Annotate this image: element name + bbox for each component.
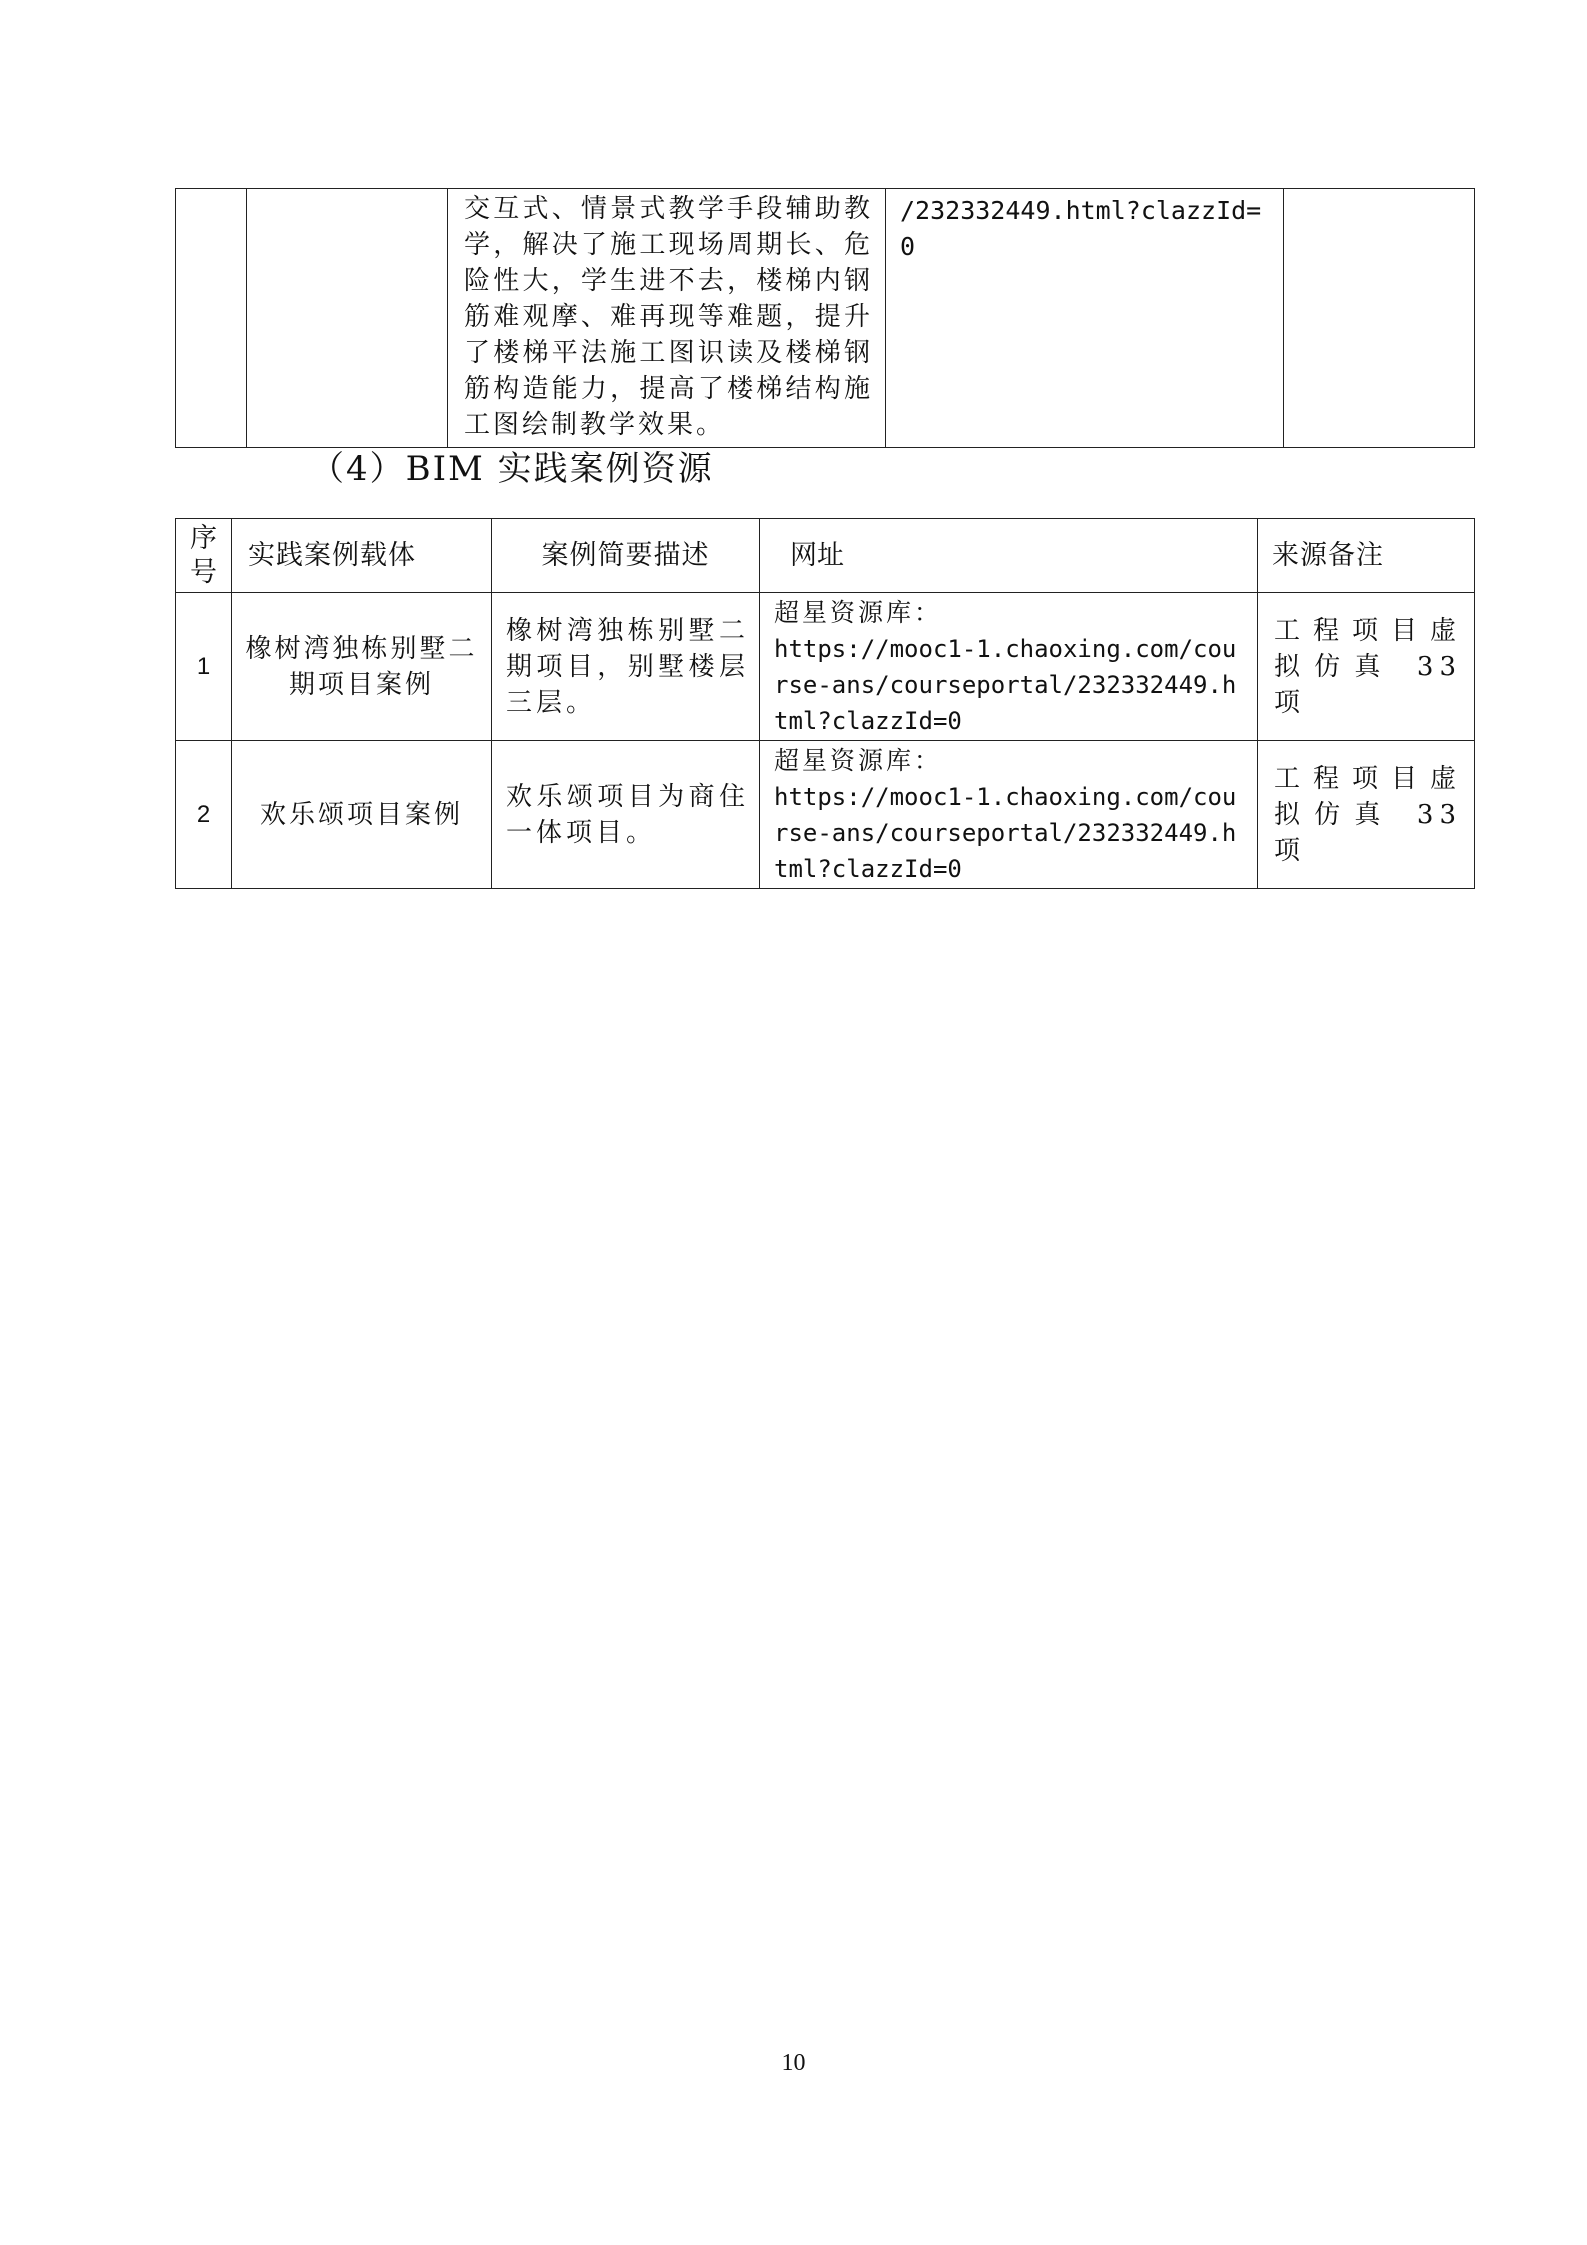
table-row <box>176 189 1475 448</box>
row-url-link[interactable]: https://mooc1-1.chaoxing.com/course-ans/courseportal/232332449.html?clazzId=0 <box>774 634 1237 735</box>
row-url-cell <box>760 741 1258 889</box>
header-seq <box>176 519 232 593</box>
empty-cell <box>247 189 448 448</box>
row-description: 欢乐颂项目为商住一体项目。 <box>492 741 760 889</box>
row-source: 工程项目虚拟仿真 33 项 <box>1258 741 1475 889</box>
header-seq-label: 序号 <box>190 522 217 588</box>
table-header-row <box>176 519 1475 593</box>
section-heading: （4）BIM 实践案例资源 <box>310 449 714 489</box>
table-row <box>176 593 1475 741</box>
empty-cell <box>176 189 247 448</box>
row-description: 橡树湾独栋别墅二期项目，别墅楼层三层。 <box>492 593 760 741</box>
header-url: 网址 <box>760 519 1258 593</box>
row-carrier: 欢乐颂项目案例 <box>232 741 492 889</box>
header-source: 来源备注 <box>1258 519 1475 593</box>
row-url-cell <box>760 593 1258 741</box>
row-seq: 2 <box>176 741 232 889</box>
row-url-label: 超星资源库： <box>774 745 943 775</box>
page-number: 10 <box>781 2050 806 2076</box>
bim-case-table <box>175 518 1475 889</box>
empty-cell <box>1284 189 1475 448</box>
continuation-description: 交互式、情景式教学手段辅助教学，解决了施工现场周期长、危险性大，学生进不去，楼梯内钢筋难观摩、难再现等难题，提升了楼梯平法施工图识读及楼梯钢筋构造能力，提高了楼梯结构施工图绘制教学效果。 <box>448 189 886 448</box>
continuation-table <box>175 188 1475 448</box>
row-source: 工程项目虚拟仿真 33 项 <box>1258 593 1475 741</box>
row-url-label: 超星资源库： <box>774 597 943 627</box>
header-description: 案例简要描述 <box>492 519 760 593</box>
row-url-link[interactable]: https://mooc1-1.chaoxing.com/course-ans/courseportal/232332449.html?clazzId=0 <box>774 782 1237 883</box>
header-carrier: 实践案例载体 <box>232 519 492 593</box>
row-carrier: 橡树湾独栋别墅二期项目案例 <box>232 593 492 741</box>
row-seq: 1 <box>176 593 232 741</box>
table-row <box>176 741 1475 889</box>
continuation-url: /232332449.html?clazzId=0 <box>886 189 1284 448</box>
